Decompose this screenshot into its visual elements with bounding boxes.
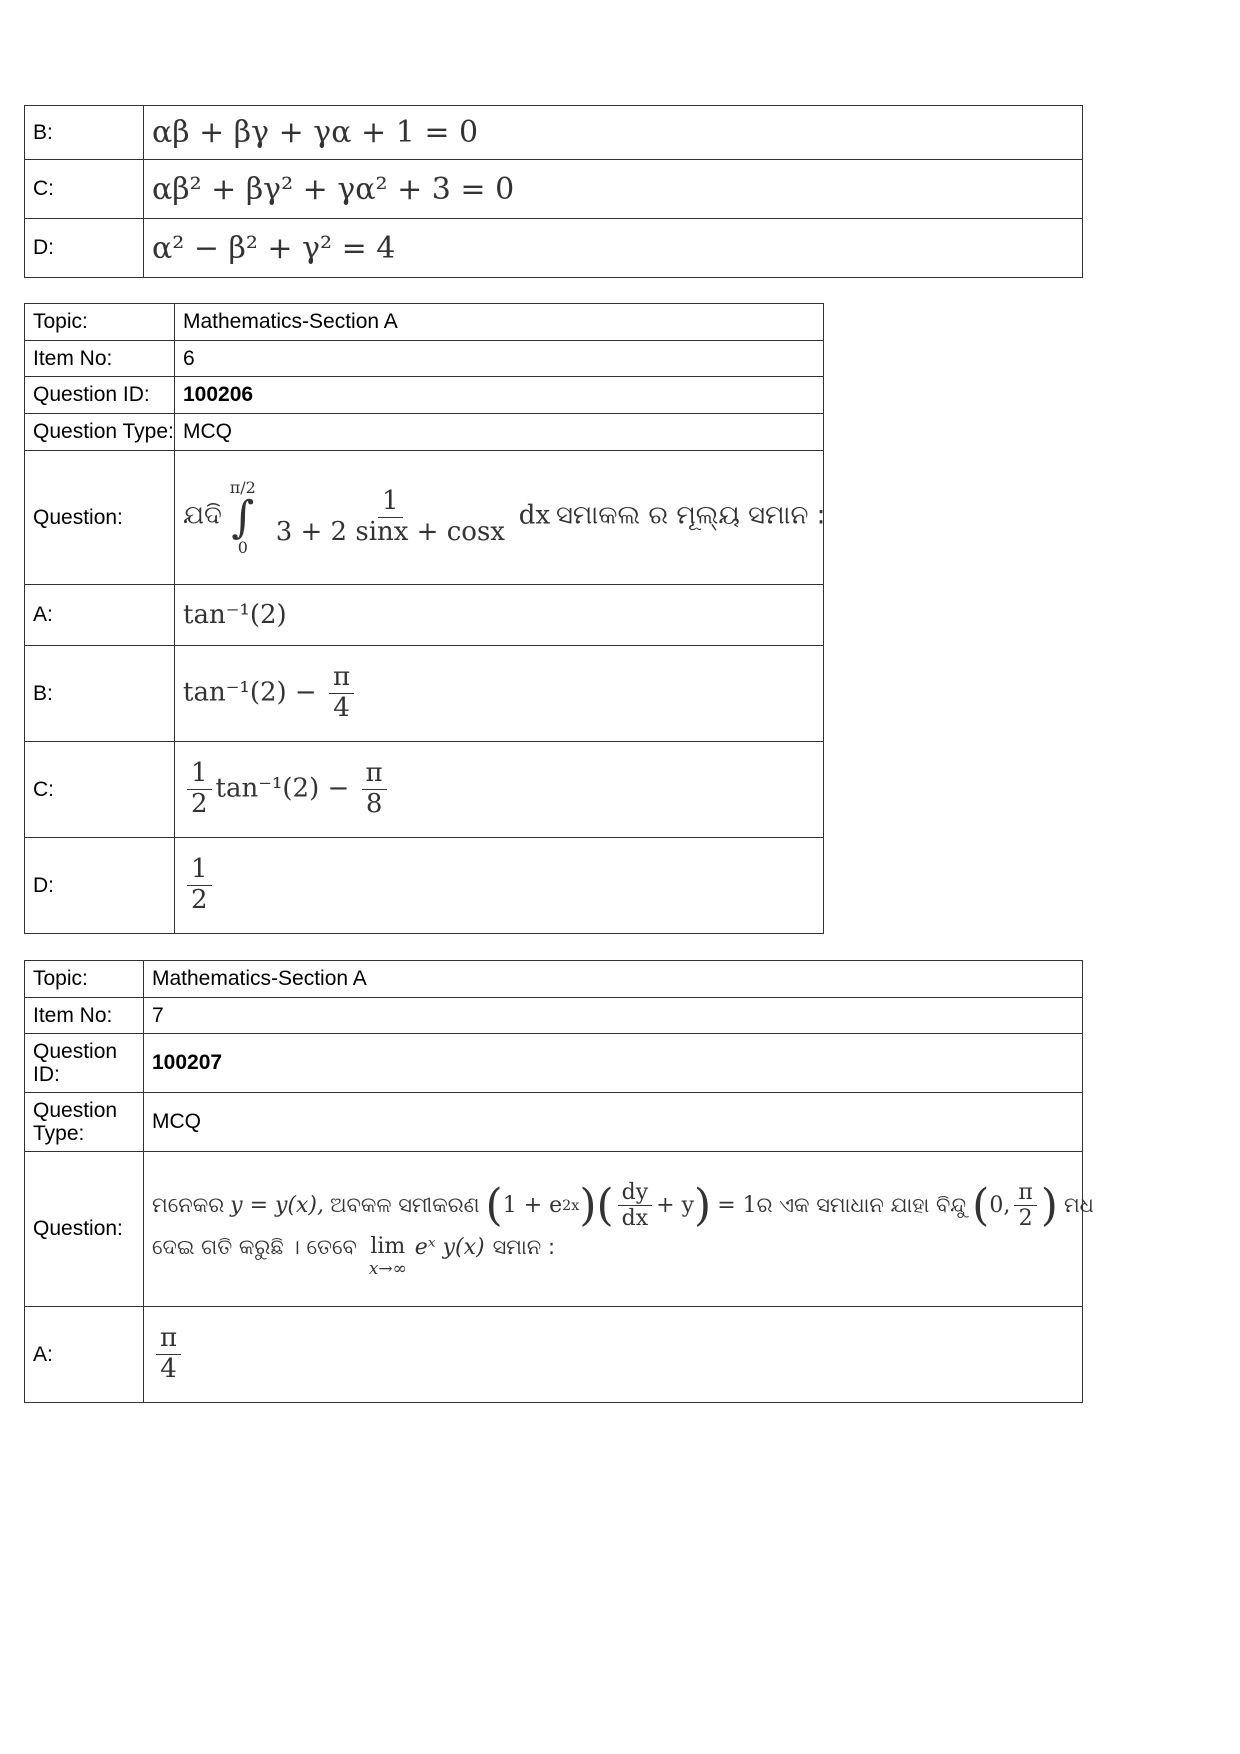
option-label: C:: [25, 160, 144, 219]
eq-plus-y: + y: [656, 1193, 695, 1219]
differential-equation: ( 1 + e 2x )( $\frac{dy}{dx}$ + y ) = 1: [485, 1179, 757, 1232]
option-c-label: C:: [25, 742, 175, 838]
option-b-label: B:: [25, 646, 175, 742]
option-label: B:: [25, 106, 144, 160]
question-line-2: [152, 1235, 1082, 1278]
question-label: Question:: [25, 1152, 144, 1307]
question-id-label: Question ID:: [25, 377, 175, 414]
item-value: 6: [175, 341, 824, 377]
option-b-main: tan⁻¹(2) −: [183, 677, 317, 708]
q-text: ଅବକଳ ସମୀକରଣ: [329, 1193, 480, 1218]
option-d-label: D:: [25, 838, 175, 934]
point-y-fraction: [1014, 1180, 1036, 1232]
limit-word: lim: [370, 1234, 406, 1260]
eq-left: 1 + e: [502, 1193, 563, 1219]
question-type-label: Question Type:: [25, 414, 175, 451]
eq-exponent: 2x: [562, 1197, 580, 1214]
option-a-value: [144, 1307, 1083, 1403]
question-table-6: [24, 303, 824, 934]
fraction-numerator: π: [1014, 1180, 1036, 1206]
q-func: y = y(x),: [230, 1193, 324, 1219]
question-id-label: Question ID:: [25, 1034, 144, 1093]
q-text: ସମାନ :: [492, 1235, 556, 1260]
fraction-denominator: 2: [191, 885, 208, 915]
option-a-fraction: [156, 1324, 181, 1385]
eq-right: = 1: [717, 1193, 757, 1219]
integral-upper: π/2: [229, 477, 256, 497]
options-table-prev: [24, 105, 1083, 278]
option-row-c: [25, 160, 1083, 219]
fraction-numerator: π: [156, 1324, 181, 1355]
question-table-7: [24, 960, 1094, 1403]
question-line-1: [152, 1179, 1094, 1232]
fraction-numerator: π: [329, 663, 354, 694]
fraction-numerator: dy: [618, 1180, 653, 1206]
question-prefix: ଯଦି: [183, 500, 222, 531]
option-d-value: [175, 838, 824, 934]
question-label: Question:: [25, 451, 175, 585]
integral-lower: 0: [237, 537, 248, 557]
option-c-fraction-2: [362, 759, 387, 820]
fraction-denominator: 4: [160, 1354, 177, 1384]
option-d-fraction: [187, 855, 212, 916]
topic-value: Mathematics-Section A: [144, 961, 1083, 998]
item-label: Item No:: [25, 341, 175, 377]
topic-value: Mathematics-Section A: [175, 304, 824, 341]
integrand-numerator: 1: [378, 487, 403, 518]
point-coordinate: ( 0, $\frac{\pi}{2}$ ): [972, 1179, 1058, 1232]
question-type-value: MCQ: [175, 414, 824, 451]
q-text: ର ଏକ ସମାଧାନ ଯାହା ବିନ୍ଦୁ: [756, 1193, 967, 1218]
integrand-fraction: [272, 487, 509, 548]
option-c-fraction-1: [187, 759, 212, 820]
option-row-d: [25, 219, 1083, 278]
fraction-denominator: dx: [621, 1206, 649, 1232]
question-type-value: MCQ: [144, 1093, 1083, 1152]
option-a-label: A:: [25, 585, 175, 646]
option-formula: α² − β² + γ² = 4: [144, 219, 1083, 278]
fraction-numerator: π: [362, 759, 387, 790]
item-value: 7: [144, 998, 1083, 1034]
integrand-denominator: 3 + 2 sinx + cosx: [275, 517, 505, 547]
option-formula: αβ² + βγ² + γα² + 3 = 0: [144, 160, 1083, 219]
question-id-value: 100207: [144, 1034, 1083, 1093]
option-c-mid: tan⁻¹(2) −: [215, 773, 350, 804]
integrand-dx: dx: [518, 500, 551, 531]
question-body: [175, 451, 824, 585]
point-x: 0,: [989, 1193, 1011, 1219]
fraction-denominator: 4: [333, 693, 350, 723]
option-b-value: [175, 646, 824, 742]
option-a-value: tan⁻¹(2): [175, 585, 824, 646]
option-c-value: [175, 742, 824, 838]
q-text: ଦେଇ ଗତି କରୁଛି । ତେବେ: [152, 1235, 357, 1260]
limit: [369, 1235, 407, 1278]
option-label: D:: [25, 219, 144, 278]
integral-sign: π/2 ∫ 0: [229, 477, 256, 557]
topic-label: Topic:: [25, 961, 144, 998]
fraction-numerator: 1: [187, 855, 212, 886]
option-row-b: [25, 106, 1083, 160]
fraction-denominator: 2: [191, 789, 208, 819]
question-body: [144, 1152, 1094, 1307]
fraction-denominator: 2: [1018, 1206, 1033, 1232]
option-b-fraction: [329, 663, 354, 724]
dy-dx-fraction: [618, 1180, 653, 1232]
option-formula: αβ + βγ + γα + 1 = 0: [144, 106, 1083, 160]
q-text: ମଧ: [1063, 1193, 1094, 1218]
limit-subscript: x→∞: [368, 1258, 407, 1279]
topic-label: Topic:: [25, 304, 175, 341]
item-label: Item No:: [25, 998, 144, 1034]
question-id-value: 100206: [175, 377, 824, 414]
q-text: ମନେକର: [152, 1193, 225, 1218]
option-a-label: A:: [25, 1307, 144, 1403]
fraction-denominator: 8: [365, 789, 383, 819]
fraction-numerator: 1: [187, 759, 212, 790]
question-suffix: ସମାକଲ ର ମୂଲ୍ୟ ସମାନ :: [555, 500, 826, 531]
question-type-label: Question Type:: [25, 1093, 144, 1152]
limit-expression: eˣ y(x): [414, 1235, 485, 1261]
